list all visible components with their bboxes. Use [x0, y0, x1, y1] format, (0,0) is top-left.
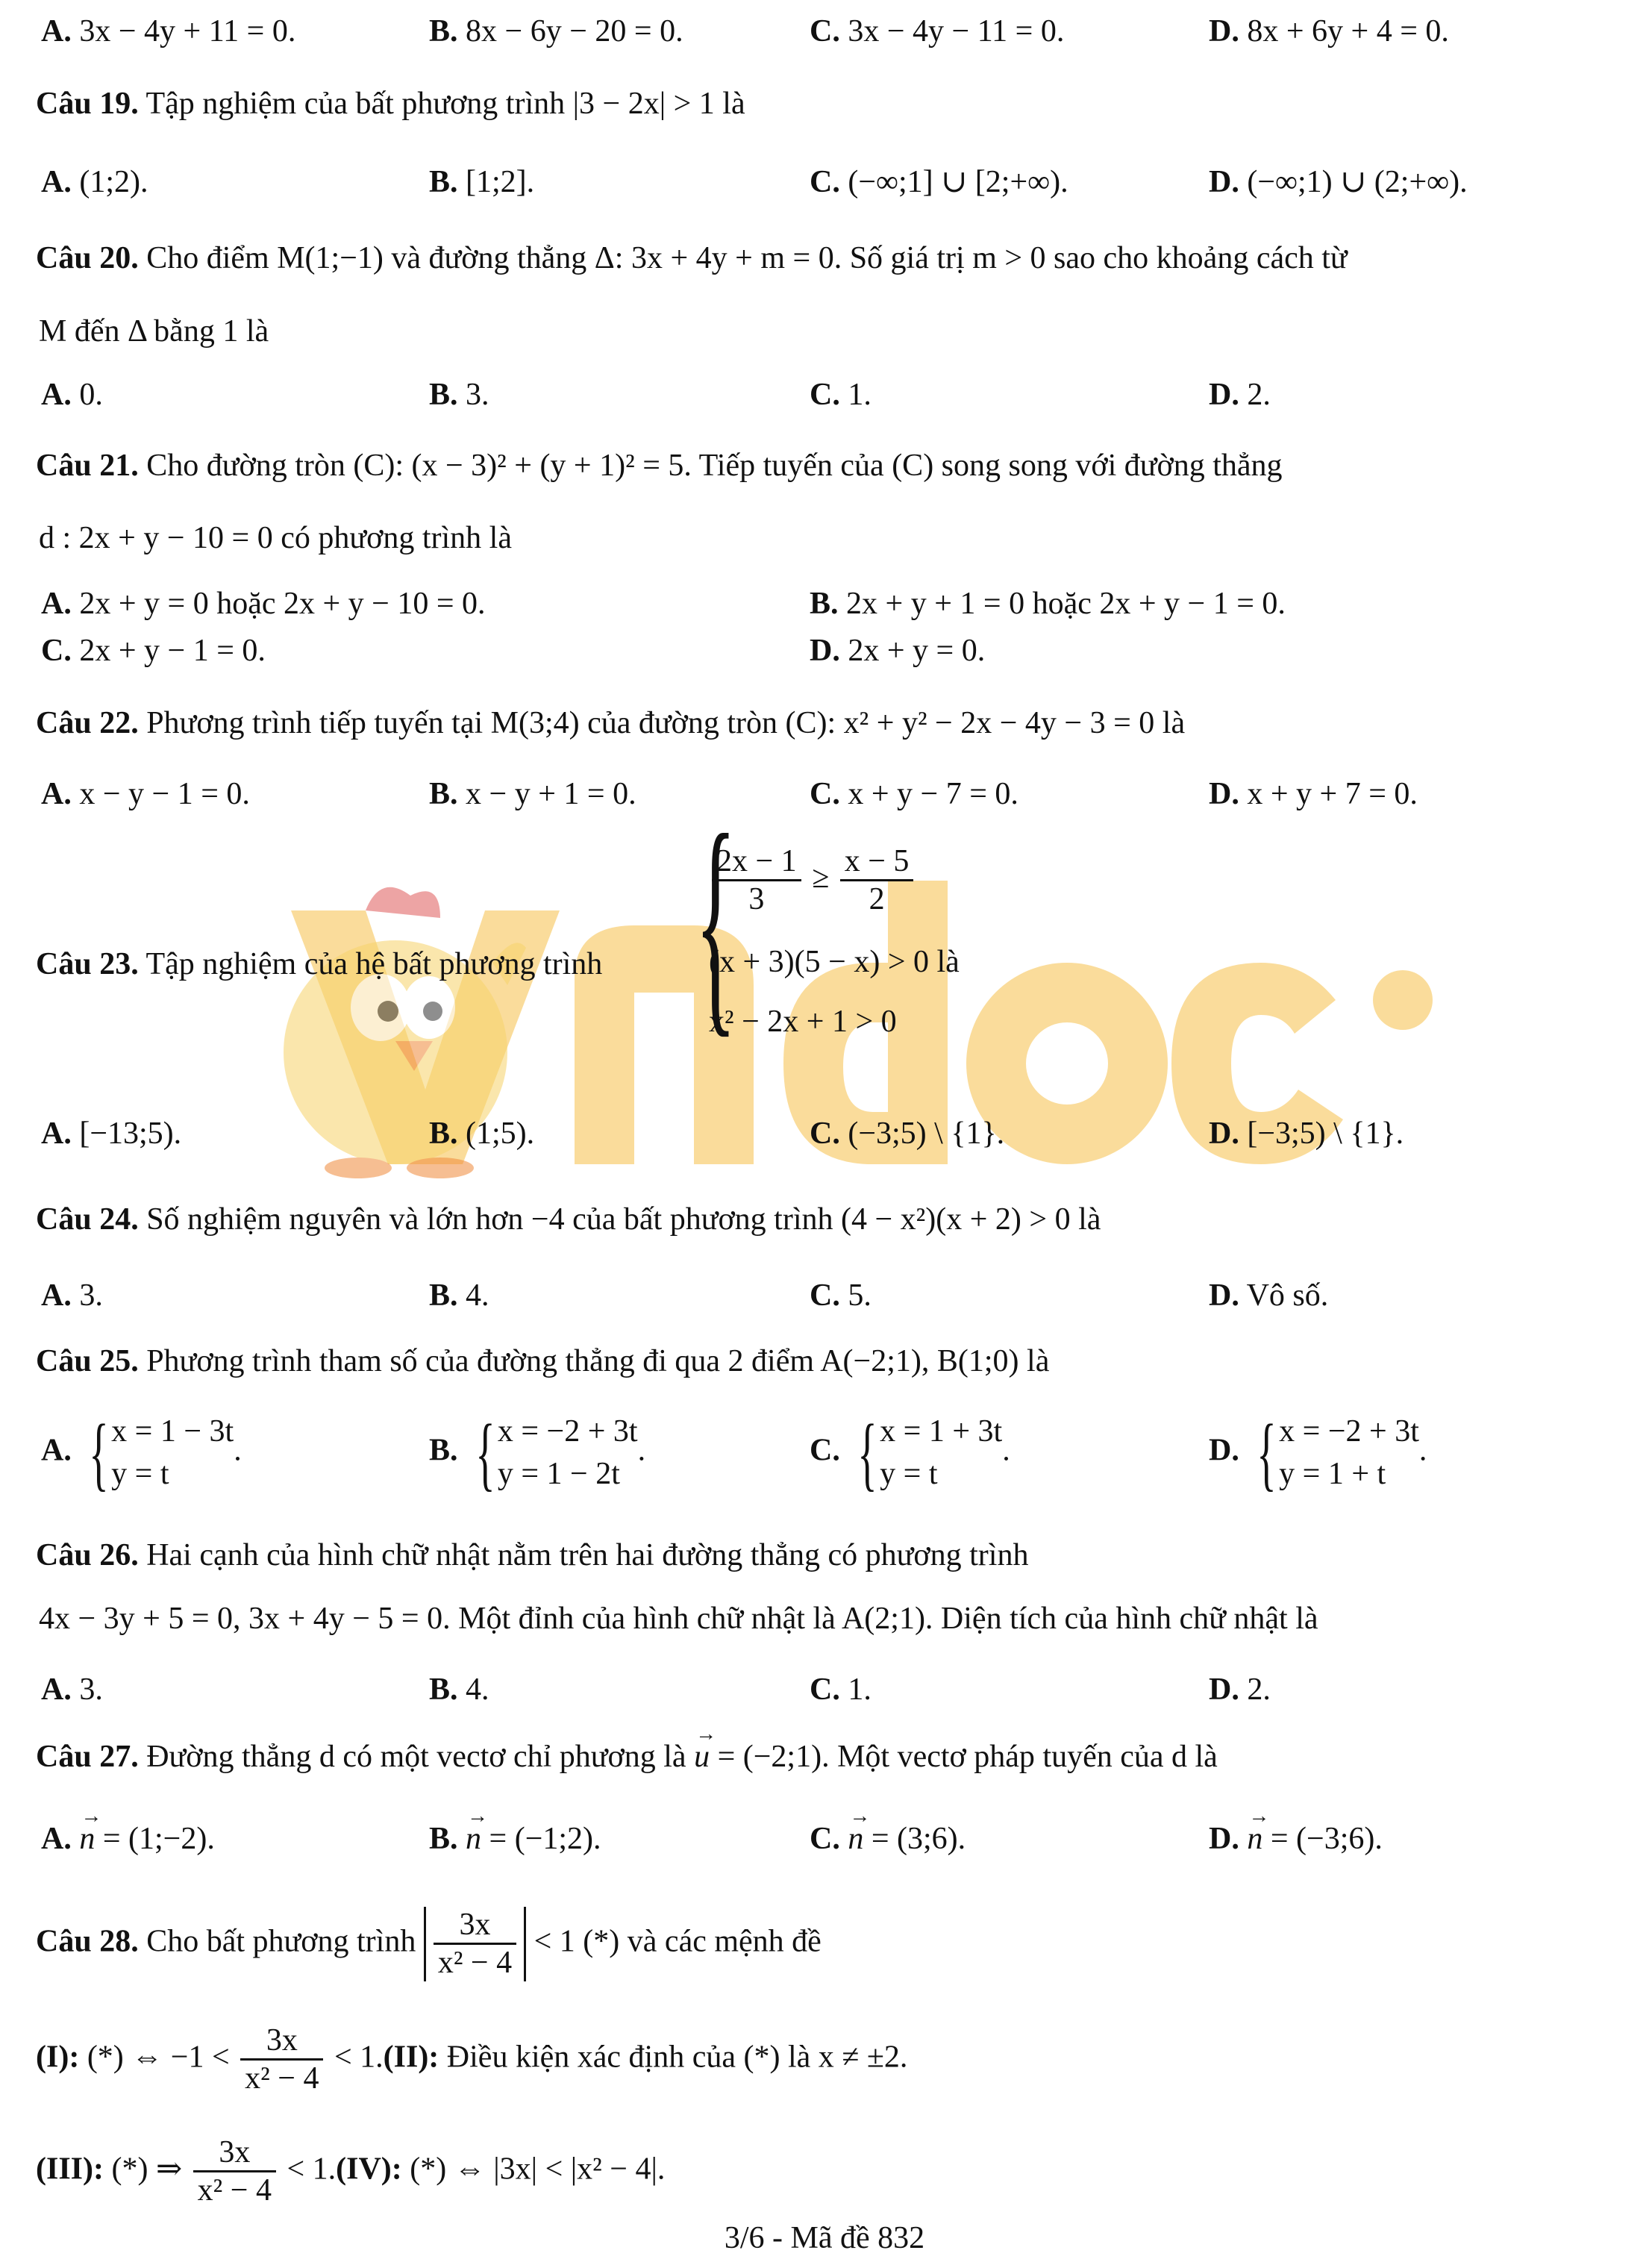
q27-option-d: D. → n = (−3;6).: [1209, 1821, 1383, 1857]
q21-option-c: C. 2x + y − 1 = 0.: [41, 634, 266, 668]
q22-option-a: A. x − y − 1 = 0.: [41, 777, 250, 811]
q18-option-a: A. 3x − 4y + 11 = 0.: [41, 14, 296, 49]
page-footer: 3/6 - Mã đề 832: [724, 2221, 925, 2255]
q23-row2: (x + 3)(5 − x) > 0 là: [709, 945, 960, 979]
q26-option-c: C. 1.: [810, 1672, 872, 1707]
q19-option-b: B. [1;2].: [429, 165, 535, 199]
q19-option-d: D. (−∞;1) ∪ (2;+∞).: [1209, 165, 1468, 199]
q21-stem-line2: d : 2x + y − 10 = 0 có phương trình là: [39, 521, 512, 555]
q24-option-b: B. 4.: [429, 1278, 489, 1313]
q26-stem-line1: Câu 26. Hai cạnh của hình chữ nhật nằm trên hai đường thẳng có phương trình: [36, 1538, 1029, 1572]
q21-option-a: A. 2x + y = 0 hoặc 2x + y − 10 = 0.: [41, 587, 486, 621]
q23-row3: x² − 2x + 1 > 0: [709, 1005, 897, 1039]
q20-stem-line2: M đến Δ bằng 1 là: [39, 314, 269, 349]
q19-stem: Câu 19. Tập nghiệm của bất phương trình |3 − 2x| > 1 là: [36, 87, 745, 121]
q18-option-c: C. 3x − 4y − 11 = 0.: [810, 14, 1065, 49]
q21-option-b: B. 2x + y + 1 = 0 hoặc 2x + y − 1 = 0.: [810, 587, 1286, 621]
q20-option-c: C. 1.: [810, 378, 872, 412]
q23-option-a: A. [−13;5).: [41, 1116, 182, 1151]
q21-stem-line1: Câu 21. Cho đường tròn (C): (x − 3)² + (y + 1)² = 5. Tiếp tuyến của (C) song song với đường thẳng: [36, 449, 1283, 483]
q25-option-d: D. { x = −2 + 3t y = 1 + t .: [1209, 1407, 1427, 1499]
q25-option-a: A. { x = 1 − 3t y = t .: [41, 1407, 242, 1499]
q26-option-a: A. 3.: [41, 1672, 103, 1707]
q27-option-c: C. → n = (3;6).: [810, 1821, 966, 1857]
q22-option-b: B. x − y + 1 = 0.: [429, 777, 636, 811]
q27-stem: Câu 27. Đường thẳng d có một vectơ chỉ phương là → u = (−2;1). Một vectơ pháp tuyến của d là: [36, 1739, 1218, 1775]
q24-option-c: C. 5.: [810, 1278, 872, 1313]
q21-option-d: D. 2x + y = 0.: [810, 634, 986, 668]
q18-option-d: D. 8x + 6y + 4 = 0.: [1209, 14, 1449, 49]
q27-option-a: A. → n = (1;−2).: [41, 1821, 215, 1857]
q26-option-b: B. 4.: [429, 1672, 489, 1707]
q23-option-c: C. (−3;5) \ {1}.: [810, 1116, 1005, 1151]
vector-u: → u: [694, 1739, 710, 1775]
q23-row1: $\frac{2x - 1}{3}$ ≥ $\frac{x - 5}{2}$: [709, 843, 916, 917]
q20-option-a: A. 0.: [41, 378, 103, 412]
q19-option-a: A. (1;2).: [41, 165, 148, 199]
q25-stem: Câu 25. Phương trình tham số của đường thẳng đi qua 2 điểm A(−2;1), B(1;0) là: [36, 1344, 1050, 1378]
q23-option-d: D. [−3;5) \ {1}.: [1209, 1116, 1404, 1151]
q20-option-d: D. 2.: [1209, 378, 1271, 412]
q20-option-b: B. 3.: [429, 378, 489, 412]
q22-option-c: C. x + y − 7 = 0.: [810, 777, 1018, 811]
q23-stem: Câu 23. Tập nghiệm của hệ bất phương trình: [36, 947, 603, 981]
q22-option-d: D. x + y + 7 = 0.: [1209, 777, 1418, 811]
q24-option-d: D. Vô số.: [1209, 1278, 1329, 1313]
q28-statements-3-4: (III): (*) ⇒ $\frac{3x}{\text{x² − 4}}$ < 1.(IV): (*) ⇔ |3x| < |x² − 4|.: [36, 2135, 666, 2208]
q27-option-b: B. → n = (−1;2).: [429, 1821, 601, 1857]
q18-option-b: B. 8x − 6y − 20 = 0.: [429, 14, 683, 49]
q24-option-a: A. 3.: [41, 1278, 103, 1313]
q28-stem: Câu 28. Cho bất phương trình $\frac{3x}{\text{x² − 4}}$ < 1 (*) và các mệnh đề: [36, 1908, 822, 1981]
q25-option-b: B. { x = −2 + 3t y = 1 − 2t .: [429, 1407, 646, 1499]
q20-stem-line1: Câu 20. Cho điểm M(1;−1) và đường thẳng Δ: 3x + 4y + m = 0. Số giá trị m > 0 sao cho khoảng cách từ: [36, 241, 1348, 275]
q23-brace: {: [695, 785, 736, 1058]
q26-option-d: D. 2.: [1209, 1672, 1271, 1707]
q25-option-c: C. { x = 1 + 3t y = t .: [810, 1407, 1010, 1499]
q26-stem-line2: 4x − 3y + 5 = 0, 3x + 4y − 5 = 0. Một đỉnh của hình chữ nhật là A(2;1). Diện tích của hình chữ nhật là: [39, 1602, 1318, 1636]
q19-option-c: C. (−∞;1] ∪ [2;+∞).: [810, 165, 1068, 199]
q22-stem: Câu 22. Phương trình tiếp tuyến tại M(3;4) của đường tròn (C): x² + y² − 2x − 4y − 3 = 0 là: [36, 706, 1186, 740]
q23-option-b: B. (1;5).: [429, 1116, 535, 1151]
q28-statements-1-2: (I): (*) ⇔ −1 < $\frac{3x}{\text{x² − 4}}$ < 1.(II): Điều kiện xác định của (*) là x ≠ ±2.: [36, 2023, 908, 2096]
q24-stem: Câu 24. Số nghiệm nguyên và lớn hơn −4 của bất phương trình (4 − x²)(x + 2) > 0 là: [36, 1202, 1101, 1237]
